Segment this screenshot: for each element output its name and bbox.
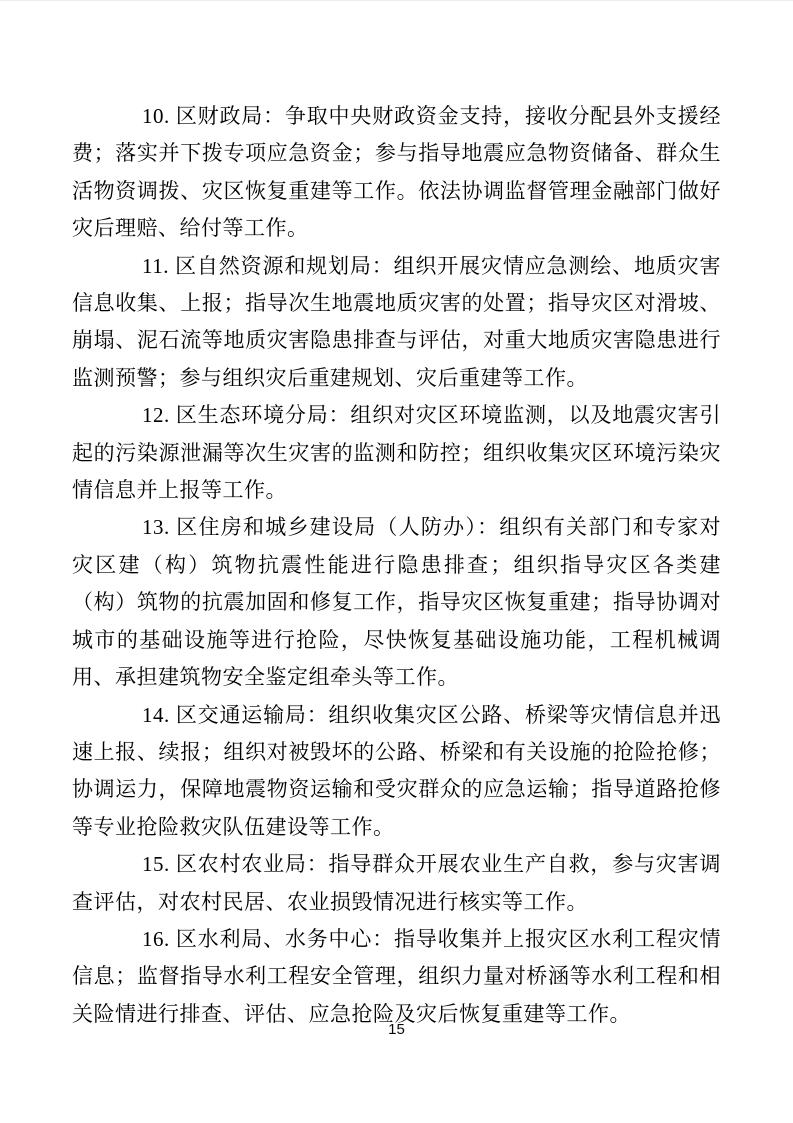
paragraph-item-15: 15. 区农村农业局：指导群众开展农业生产自救，参与灾害调查评估，对农村民居、农业损毁情况进行核实等工作。	[72, 852, 721, 914]
paragraph-item-14: 14. 区交通运输局：组织收集灾区公路、桥梁等灾情信息并迅速上报、续报；组织对被毁坏的公路、桥梁和有关设施的抢险抢修；协调运力，保障地震物资运输和受灾群众的应急运输；指导道路抢修等专业抢险救灾队伍建设等工作。	[72, 702, 721, 839]
paragraph-item-12: 12. 区生态环境分局：组织对灾区环境监测，以及地震灾害引起的污染源泄漏等次生灾害的监测和防控；组织收集灾区环境污染灾情信息并上报等工作。	[72, 403, 721, 503]
paragraph-item-11: 11. 区自然资源和规划局：组织开展灾情应急测绘、地质灾害信息收集、上报；指导次生地震地质灾害的处置；指导灾区对滑坡、崩塌、泥石流等地质灾害隐患排查与评估，对重大地质灾害隐患进行监测预警；参与组织灾后重建规划、灾后重建等工作。	[72, 253, 721, 390]
page-number: 15	[388, 1021, 405, 1038]
paragraph-item-10: 10. 区财政局：争取中央财政资金支持，接收分配县外支援经费；落实并下拨专项应急资金；参与指导地震应急物资储备、群众生活物资调拨、灾区恢复重建等工作。依法协调监督管理金融部门做好灾后理赔、给付等工作。	[72, 104, 721, 241]
paragraph-item-16: 16. 区水利局、水务中心：指导收集并上报灾区水利工程灾情信息；监督指导水利工程安全管理，组织力量对桥涵等水利工程和相关险情进行排查、评估、应急抢险及灾后恢复重建等工作。	[72, 926, 721, 1026]
page-body	[72, 98, 721, 1033]
paragraph-item-13: 13. 区住房和城乡建设局（人防办）：组织有关部门和专家对灾区建（构）筑物抗震性能进行隐患排查；组织指导灾区各类建（构）筑物的抗震加固和修复工作，指导灾区恢复重建；指导协调对城市的基础设施等进行抢险，尽快恢复基础设施功能，工程机械调用、承担建筑物安全鉴定组牵头等工作。	[72, 515, 721, 690]
